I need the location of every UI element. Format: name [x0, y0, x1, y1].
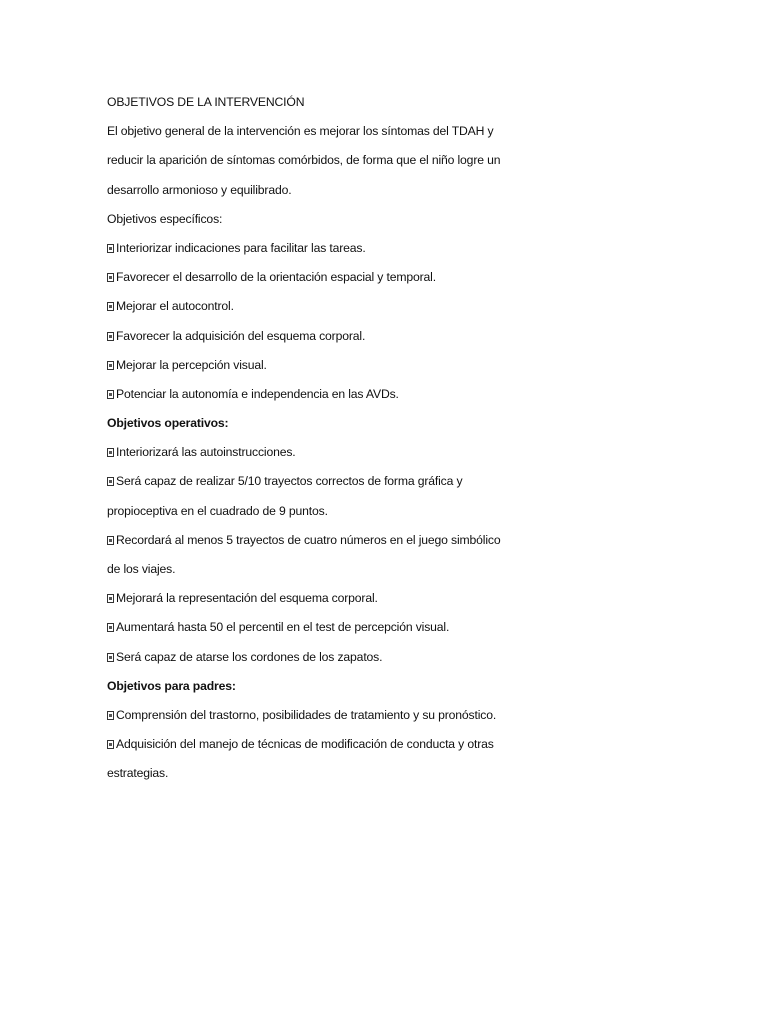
- parents-objective-item: [107, 701, 547, 730]
- specific-objective-text: Interiorizar indicaciones para facilitar las tareas.: [116, 240, 366, 255]
- operative-objective-item: [107, 643, 547, 672]
- bullet-icon: [107, 332, 114, 341]
- operative-objective-item: [107, 584, 547, 613]
- document-body: [107, 88, 547, 789]
- parents-objective-item: [107, 730, 547, 759]
- document-title: OBJETIVOS DE LA INTERVENCIÓN: [107, 95, 305, 109]
- specific-objective-item: [107, 380, 547, 409]
- parents-objectives-heading: Objetivos para padres:: [107, 678, 236, 693]
- general-objective-line: El objetivo general de la intervención es mejorar los síntomas del TDAH y: [107, 124, 494, 139]
- bullet-icon: [107, 623, 114, 632]
- operative-objectives-heading: Objetivos operativos:: [107, 416, 229, 431]
- specific-objective-text: Favorecer el desarrollo de la orientación espacial y temporal.: [116, 270, 436, 285]
- bullet-icon: [107, 302, 114, 311]
- operative-objective-text: Mejorará la representación del esquema corporal.: [116, 591, 378, 606]
- operative-objective-text: Será capaz de realizar 5/10 trayectos correctos de forma gráfica y: [116, 474, 463, 489]
- operative-objective-text: Interiorizará las autoinstrucciones.: [116, 445, 296, 460]
- operative-objective-text: Aumentará hasta 50 el percentil en el test de percepción visual.: [116, 620, 450, 635]
- specific-objective-item: [107, 322, 547, 351]
- parents-objective-continuation: estrategias.: [107, 766, 169, 781]
- specific-objective-item: [107, 292, 547, 321]
- general-objective-line: reducir la aparición de síntomas comórbidos, de forma que el niño logre un: [107, 153, 501, 168]
- bullet-icon: [107, 244, 114, 253]
- specific-objective-text: Mejorar la percepción visual.: [116, 357, 267, 372]
- operative-objective-item: [107, 526, 547, 555]
- operative-objective-item: [107, 467, 547, 496]
- specific-objective-item: [107, 263, 547, 292]
- bullet-icon: [107, 653, 114, 662]
- operative-objective-item: [107, 613, 547, 642]
- bullet-icon: [107, 448, 114, 457]
- bullet-icon: [107, 711, 114, 720]
- specific-objective-text: Potenciar la autonomía e independencia en las AVDs.: [116, 386, 399, 401]
- bullet-icon: [107, 477, 114, 486]
- operative-objective-continuation: propioceptiva en el cuadrado de 9 puntos.: [107, 503, 328, 518]
- parents-objective-text: Comprensión del trastorno, posibilidades de tratamiento y su pronóstico.: [116, 707, 497, 722]
- operative-objective-item: [107, 438, 547, 467]
- operative-objective-text: Será capaz de atarse los cordones de los zapatos.: [116, 649, 383, 664]
- specific-objectives-heading: Objetivos específicos:: [107, 211, 223, 226]
- specific-objective-text: Mejorar el autocontrol.: [116, 299, 234, 314]
- specific-objective-item: [107, 351, 547, 380]
- general-objective-line: desarrollo armonioso y equilibrado.: [107, 182, 292, 197]
- specific-objective-item: [107, 234, 547, 263]
- bullet-icon: [107, 740, 114, 749]
- bullet-icon: [107, 273, 114, 282]
- bullet-icon: [107, 536, 114, 545]
- parents-objective-text: Adquisición del manejo de técnicas de modificación de conducta y otras: [116, 737, 494, 752]
- bullet-icon: [107, 594, 114, 603]
- operative-objective-text: Recordará al menos 5 trayectos de cuatro números en el juego simbólico: [116, 532, 501, 547]
- bullet-icon: [107, 390, 114, 399]
- specific-objective-text: Favorecer la adquisición del esquema corporal.: [116, 328, 366, 343]
- operative-objective-continuation: de los viajes.: [107, 562, 176, 576]
- bullet-icon: [107, 361, 114, 370]
